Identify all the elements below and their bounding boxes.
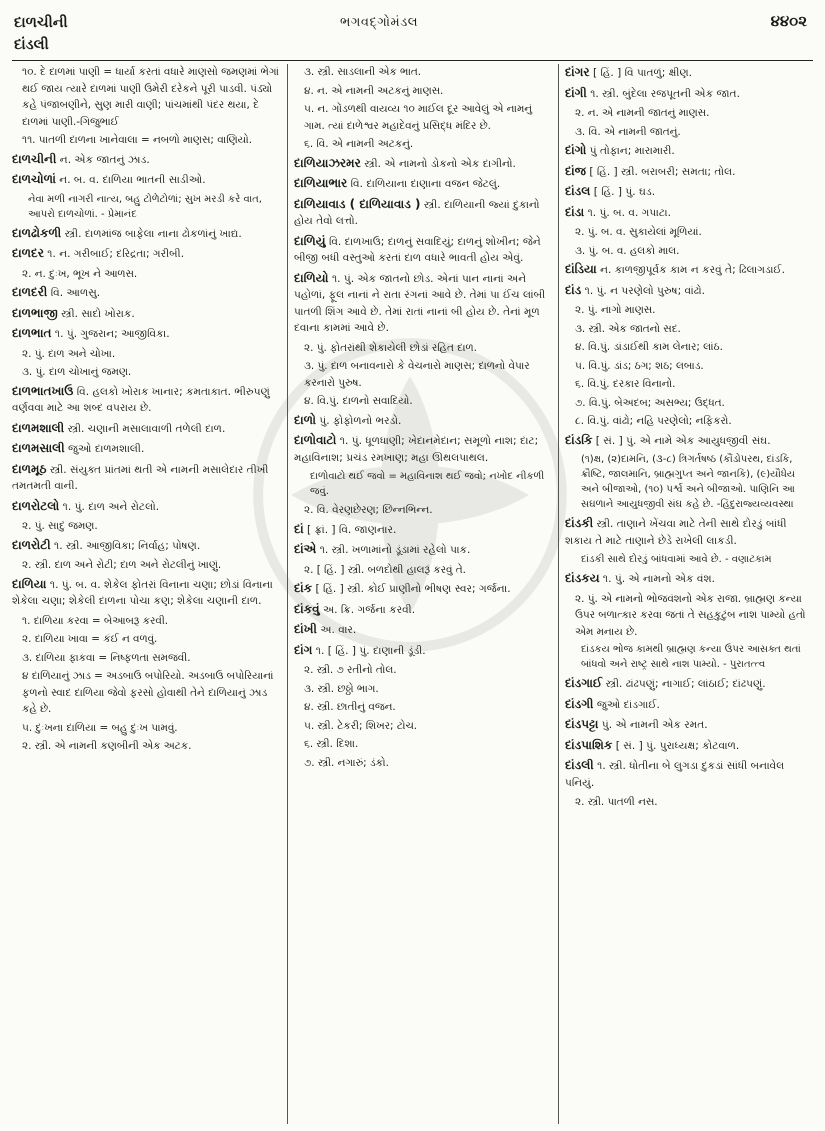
dictionary-entry [12, 151, 281, 169]
definition-text: અ. ક્રિ. ગર્જના કરવી. [322, 603, 416, 616]
running-title: ભગવદ્ગોમંડલ [340, 15, 419, 30]
headword: દાળિયો [294, 270, 329, 285]
headword: દાળરોટી [12, 537, 51, 552]
dictionary-entry [12, 576, 281, 610]
last-guide-word: દાંડલી [14, 37, 49, 53]
definition-text: ૧. પું. એ નામનો એક વંશ. [602, 573, 716, 585]
dictionary-entry [294, 541, 552, 559]
sub-sense: ૭. સ્ત્રી. નગારું; ડંકો. [304, 756, 389, 769]
headword: દાળિયાભાર [294, 176, 348, 190]
definition-text: ૧. સ્ત્રી. ધોતીના બે લુગડા દુકડાં સાંધી બનાવેલ પનિયું. [565, 760, 785, 789]
citation-quote: દાંડકી સાથે દોરડું બાંધવામાં આવે છે. - વણાટકામ [581, 554, 772, 565]
sub-sense: ૫. ન. ગોંડળથી વાયવ્ય ૧૦ માઈલ દૂર આવેલું એ નામનું ગામ. ત્યાં દાળેશ્વર મહાદેવનું પ્રસિદ્ધ મંદિર છે. [304, 103, 533, 132]
dictionary-entry [565, 757, 816, 791]
definition-text: સ્ત્રી. સંયુક્ત પ્રાંતમાં થતી એ નામની મસાલેદાર તીખી તમતમતી વાની. [12, 463, 269, 492]
dictionary-entry [12, 225, 281, 243]
dictionary-entry [12, 325, 281, 343]
headword: દાંગો [565, 143, 587, 157]
dictionary-entry [565, 64, 816, 82]
column-2 [288, 64, 559, 1124]
definition-text: સ્ત્રી. દાળમાંજ બાફેલા નાના ઢોકળાંનું ખાદ્ય. [64, 227, 242, 240]
headword: દાંડકી [565, 516, 594, 530]
dictionary-entry [12, 305, 281, 323]
dictionary-entry [294, 196, 552, 230]
citation-quote: નેવા મળી નાગરી નાત્ય, બહુ ટોળેટોળાં; સુખ મરડી કરે વાત, આપરો દાળચોળાં. - પ્રેમાનંદ [28, 193, 262, 220]
sub-sense: ૪. વિ.પું. દાળનો સવાદિયો. [304, 395, 413, 407]
dictionary-entry [12, 537, 281, 555]
definition-text: ન. બ. વ. દાળિયા ભાતની સાડીઓ. [59, 174, 206, 186]
citation-quote: (૧)ક્ષ, (૨)દામનિ, (૩-૮) ત્રિગર્તષષ્ઠ (કૌંડોપરથ, દાંડકિ, ક્રૌષ્ટિ, જાલમાનિ, બ્રાહ્મગુપ્ત અને જાનકિ), (૯)યૌધેય અને બીજાઓ, (૧૦) પર્શ્વ અને બીજાઓ. પાણિનિ આ સઘળાને આયુધજીવી સંઘ કહે છે. -હિંદુરાજ્યવ્યવસ્થા [581, 454, 796, 510]
dictionary-entry [12, 383, 281, 417]
headword: દાંખી [294, 622, 317, 636]
sub-sense: ૨. સ્ત્રી. પાતળી નસ. [575, 796, 658, 808]
headword: દાંડલી [565, 758, 594, 772]
headword: દાળભાજી [12, 305, 58, 320]
headword: દાંડગી [565, 696, 594, 711]
dictionary-entry [12, 461, 281, 495]
page-number: ૪૪૦૨ [770, 12, 807, 30]
dictionary-entry [565, 142, 816, 160]
dictionary-entry [12, 420, 281, 438]
definition-text: સ્ત્રી. ઢાંઢપણું; નાગાઈ; લાંઠાઈ; દાંઢપણું. [605, 678, 766, 690]
headword: દાંએ [294, 542, 317, 556]
sub-sense: ૨. સ્ત્રી. દાળ અને રોટી; દાળ અને રોટલીનું ખાણું. [22, 559, 222, 571]
sub-sense: ૫. વિ.પું. ડાંડ; ઠગ; શઠ; લબાડ. [575, 359, 704, 372]
dictionary-entry [294, 521, 552, 539]
definition-text: ૧. સ્ત્રી. ખળામાંનો ડૂંડામાં રહેલો પાક. [319, 544, 471, 556]
dictionary-columns [12, 64, 816, 1124]
dictionary-entry [294, 642, 552, 660]
definition-text: ૧. સ્ત્રી. આજીવિકા; નિર્વાહ; પોષણ. [54, 539, 201, 552]
sub-sense: ૬. વિ.પું. દરકાર વિનાનો. [575, 378, 676, 390]
headword: દાળભાત [12, 326, 52, 340]
first-guide-word: દાળચીની [14, 15, 68, 31]
definition-text: [ સં. ] પું. એ નામે એક આયુધજીવી સંઘ. [595, 434, 771, 447]
dictionary-entry [294, 621, 552, 639]
headword: દાળદર [12, 246, 44, 260]
sub-sense: ૩. પું. બ. વ. હલકો માલ. [575, 244, 680, 257]
definition-text: [ હિં. ] વિ પાતળું; ક્ષીણ. [593, 67, 693, 79]
dictionary-entry [12, 245, 281, 263]
dictionary-entry [12, 171, 281, 189]
sub-sense: ૪ દાળિયાનું ઝાડ = અડબાઉ બપોરિયો. અડબાઉ બપોરિયાનાં ફળનો સ્વાદ દાળિયા જેવો ફરસો હોવાથી તેને દાળિયાનું ઝાડ કહે છે. [22, 670, 274, 715]
sub-sense: ૮. વિ.પું. વાંઢો; નહિ પરણેલો; નફિકરો. [575, 415, 732, 427]
definition-text: સ્ત્રી. એ નામનો ડોકનો એક દાગીનો. [364, 157, 516, 170]
dictionary-entry [294, 580, 552, 598]
headword: દાંડકિ [565, 432, 593, 447]
headword: દાંગ [294, 642, 313, 657]
definition-text: ૧. પું. ધૂળધાણી; ખેદાનમેદાન; સમૂળો નાશ; દાટ; મહાવિનાશ; પ્રચંડ રમખાણ; મહા ઊથલપાથલ. [294, 435, 539, 464]
column-3 [559, 64, 816, 1124]
definition-text: સ્ત્રી. દાળિયાની જ્યાં દુકાનો હોય તેવો લત્તો. [294, 198, 540, 227]
sub-sense: ૨. દાળિયા ખાવા = કંઈ ન વળવું. [22, 633, 158, 645]
definition-text: સ્ત્રી. સાદો ખોરાક. [61, 307, 135, 320]
headword: દાંડ [565, 282, 582, 297]
header-rule [12, 60, 813, 61]
dictionary-entry [565, 261, 816, 279]
sub-sense: ૨. પું. બ. વ. સુકાયેલાં મૂળિયાં. [575, 226, 702, 238]
headword: દાંડપાશિક [565, 737, 613, 752]
headword: દાળચીની [12, 151, 57, 166]
headword: દાળરોટલો [12, 498, 60, 513]
sub-sense: ૨. પું. એ નામનો ભોજવંશનો એક રાજા. બ્રાહ્મણ કન્યા ઉપર બળાત્કાર કરવા જતાં તે સહકુટુંબ નાશ પામ્યો હતો એમ મનાય છે. [575, 592, 806, 638]
headword: દાં [294, 521, 304, 536]
dictionary-entry [565, 716, 816, 734]
dictionary-entry [294, 175, 552, 193]
sub-sense: ૧. દાળિયા કરવા = બેઆબરૂ કરવી. [22, 614, 169, 627]
sub-sense: ૩. પું. દાળ બનાવનારો કે વેચનારો માણસ; દાળનો વેપાર કરનારો પુરુષ. [304, 360, 530, 389]
sub-sense: ૨. સ્ત્રી. એ નામની કણબીની એક અટક. [22, 740, 192, 752]
dictionary-entry [294, 270, 552, 337]
sub-sense: ૩. સ્ત્રી. સાડલાની એક ભાત. [304, 66, 422, 78]
sub-sense: ૧૧. પાતળી દાળના ખાનેવાલા = નબળો માણસ; વાણિયો. [22, 134, 253, 146]
definition-text: ૧. પું. બ. વ. શેકેલ ફોતરાં વિનાના ચણા; છોડાં વિનાના શેકેલા ચણા; શેકેલી દાળના પોચા કણ; શેકેલા ચણાની દાળ. [12, 578, 273, 607]
definition-text: જુઓ દાંડગાઈ. [596, 698, 660, 711]
dictionary-entry [565, 675, 816, 693]
headword: દાંડલ [565, 184, 591, 198]
column-1 [12, 64, 288, 1124]
sub-sense: ૬. સ્ત્રી. દિશા. [304, 738, 359, 750]
citation-quote: દાળોવાટો થઈ જવો = મહાવિનાશ થઈ જવો; નખોદ નીકળી જવું. [310, 471, 545, 497]
headword: દાળદરી [12, 285, 48, 299]
definition-text: [ હિં. ] પું. ઘડ. [593, 186, 656, 198]
definition-text: અ. વાર. [320, 624, 357, 636]
definition-text: ૧. પું. દાળ અને રોટલો. [62, 500, 160, 513]
definition-text: સ્ત્રી. ચણાની મસાલાવાળી તળેલી દાળ. [67, 422, 226, 435]
sub-sense: ૩. પું. દાળ ચોખાનું જમણ. [22, 366, 132, 378]
dictionary-entry [12, 440, 281, 458]
sub-sense: ૨. ન. દુઃખ, ભૂખ ને આળસ. [22, 267, 138, 280]
definition-text: વિ. દાળખાઉ; દાળનું સવાદિયું; દાળનું શોખીન; જેને બીજી બધી વસ્તુઓ કરતાં દાળ વધારે ભાવતી હોય એવું. [294, 235, 541, 264]
sub-sense: ૧૦. દે દાળમાં પાણી = ધાર્યા કરતાં વધારે માણસો જમણમાં ભેગાં થઈ જાય ત્યારે દાળમાં પાણી ઉમેરી દરેકને પૂરી પાડવી. પંડ્યો કહે પંજાબણીને, સુણ મારી વાણી; પાંચમાંથી પંદર થયા, દે દાળમાં પાણી.-ગિજુભાઈ [22, 66, 279, 128]
headword: દાળમૂઠ [12, 461, 47, 476]
headword: દાળભાતખાઉ [12, 383, 74, 398]
definition-text: વિ. દાળિયાના દાણાના વજન જેટલું. [350, 178, 501, 190]
definition-text: પું તોફાન; મારામારી. [589, 145, 675, 157]
definition-text: ૧. પું. ગુજરાન; આજીવિકા. [54, 328, 170, 340]
sub-sense: ૫. સ્ત્રી. ટેકરી; શિખર; ટોચ. [304, 719, 418, 732]
headword: દાળચોળાં [12, 172, 56, 186]
dictionary-entry [565, 282, 816, 300]
headword: દાળિયાવાડ ( દાળિયાવાડ ) [294, 196, 421, 211]
definition-text: ૧. પું. બ. વ. ગપાટા. [587, 206, 672, 219]
sub-sense: ૩. સ્ત્રી. છઠ્ઠો ભાગ. [304, 682, 379, 695]
definition-text: ૧. પું. એક જાતનો છોડ. એનાં પાન નાનાં અને પહોળાં, ફૂલ નાનાં ને રાતા રંગનાં આવે છે. તેમાં પા ઈંચ લાંબી પાતળી શિંગ આવે છે. તેમાં રાતાં નાનાં બી હોય છે. તેનાં મૂળ દવાના કામમાં આવે છે. [294, 272, 546, 334]
sub-sense: ૪. ન. એ નામની અટકનું માણસ. [304, 84, 444, 97]
citation-quote: દાંડકય ભોજ કામથી બ્રાહ્મણ કન્યા ઉપર આસક્ત થતાં બાંધવો અને રાષ્ટ્ર સાથે નાશ પામ્યો. - પુરાતત્ત્વ [581, 644, 801, 670]
dictionary-entry [294, 233, 552, 267]
definition-text: ન. કાળજીપૂર્વક કામ ન કરવું તે; ઢિલાગડાઈ. [600, 264, 785, 276]
dictionary-entry [565, 85, 816, 103]
headword: દાંડિયા [565, 262, 597, 276]
definition-text: [ સં. ] પું. પુરાધ્યક્ષ; કોટવાળ. [615, 739, 740, 752]
dictionary-entry [565, 696, 816, 714]
headword: દાંડગાઈ [565, 676, 603, 690]
dictionary-entry [12, 284, 281, 302]
definition-text: [ ફ્રાં. ] વિ. જાણનાર. [307, 523, 397, 536]
headword: દાંજ [565, 163, 587, 178]
sub-sense: ૪. સ્ત્રી. છાતીનું વજન. [304, 701, 396, 713]
definition-text: વિ. હલકો ખોરાક ખાનાર; કમતાકાત. ભીરુપણું વર્ણવવા માટે આ શબ્દ વપરાય છે. [12, 385, 270, 414]
sub-sense: ૫. દુઃખના દાળિયા = બહુ દુઃખ પામવું. [22, 721, 178, 734]
sub-sense: ૨. પું. દાળ અને ચોખા. [22, 347, 116, 360]
dictionary-entry [12, 498, 281, 516]
headword: દાળિયાઝરમર [294, 155, 361, 170]
sub-sense: ૪. વિ.પું. ડાંડાઈથી કામ લેનાર; લાંઠ. [575, 341, 723, 353]
dictionary-entry [565, 204, 816, 222]
headword: દાળો [294, 412, 317, 427]
dictionary-entry [565, 737, 816, 755]
headword: દાળિયું [294, 233, 326, 248]
dictionary-entry [294, 432, 552, 466]
dictionary-entry [565, 570, 816, 588]
dictionary-entry [294, 155, 552, 173]
definition-text: પું. એ નામની એક રમત. [601, 719, 708, 731]
sub-sense: ૬. વિ. એ નામની અટકનું. [304, 138, 414, 150]
sub-sense: ૭. વિ.પું. બેઅદબ; અસભ્ય; ઉદ્ધત. [575, 396, 725, 409]
definition-text: ૧. ન. ગરીબાઈ; દરિદ્રતા; ગરીબી. [47, 248, 185, 260]
headword: દાળમસાલી [12, 441, 65, 455]
dictionary-entry [565, 432, 816, 450]
definition-text: ૧. પું. ન પરણેલો પુરુષ; વાંઢો. [584, 284, 706, 297]
definition-text: વિ. આળસુ. [50, 287, 101, 299]
headword: દાળઢોકળી [12, 225, 62, 240]
dictionary-entry [294, 412, 552, 430]
definition-text: ૧. સ્ત્રી. બુંદેલા રજપૂતની એક જાત. [590, 87, 740, 100]
sub-sense: ૨. પું. ફોતરાંથી શેકાયેલી છોડાં રહિત દાળ. [304, 341, 477, 354]
sub-sense: ૩. વિ. એ નામની જાતનું. [575, 125, 681, 138]
page-header [0, 0, 825, 62]
sub-sense: ૩. દાળિયા ફાકવા = નિષ્ફળતા સમજવી. [22, 651, 191, 664]
sub-sense: ૩. સ્ત્રી. એક જાતનો સદ. [575, 322, 681, 335]
dictionary-entry [565, 515, 816, 549]
sub-sense: ૨. પું. સાદું જમણ. [22, 520, 98, 532]
headword: દાંગર [565, 65, 590, 79]
headword: દાળોવાટો [294, 433, 337, 447]
definition-text: ન. એક જાતનું ઝાડ. [59, 153, 150, 166]
sub-sense: ૨. [ હિં. ] સ્ત્રી. બળદોથી હાલરૂં કરવું તે. [304, 563, 466, 576]
sub-sense: ૨. ન. એ નામની જાતનું માણસ. [575, 107, 710, 119]
headword: દાંડપટ્ટા [565, 717, 599, 731]
dictionary-entry [565, 183, 816, 201]
definition-text: [ હિં. ] સ્ત્રી. કોઈ પ્રાણીનો ભીષણ સ્વર; ગર્જના. [315, 583, 511, 595]
definition-text: પું. ફોફોળનો ભરડો. [319, 414, 402, 427]
dictionary-entry [565, 163, 816, 181]
headword: દાળમશાલી [12, 420, 65, 435]
definition-text: સ્ત્રી. તાણાને ખેંચવા માટે તેની સાથે દોરડું બાંધી શકાય તે માટે તાણાને છેડે રાખેલી લાકડી. [565, 518, 787, 547]
headword: દાંડા [565, 204, 585, 219]
dictionary-entry [294, 601, 552, 619]
sub-sense: ૨. સ્ત્રી. ૭ રતીનો તોલ. [304, 664, 397, 676]
sub-sense: ૨. પું. નાગો માણસ. [575, 304, 656, 316]
headword: દાળિયા [12, 576, 47, 591]
headword: દાંક [294, 581, 313, 595]
headword: દાંકવું [294, 601, 320, 616]
sub-sense: ૨. વિ. વેરણછેરણ; છિન્નભિન્ન. [304, 504, 433, 516]
definition-text: [ હિં. ] સ્ત્રી. બરાબરી; સમતા; તોલ. [589, 165, 736, 178]
definition-text: ૧. [ હિં. ] પું. દાણાની ડૂંડી. [315, 644, 426, 657]
definition-text: જુઓ દાળમશાલી. [68, 443, 145, 455]
headword: દાંડકય [565, 571, 600, 585]
headword: દાંગી [565, 85, 587, 100]
